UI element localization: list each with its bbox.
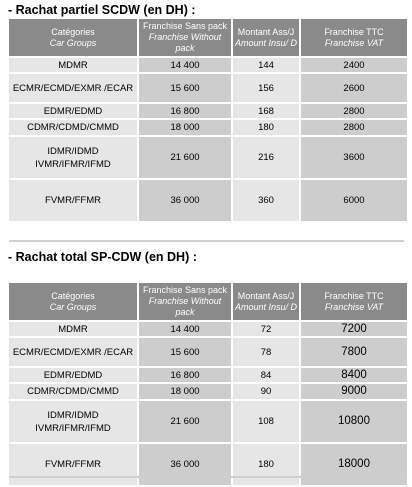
- table-row: [9, 58, 407, 72]
- cell-franchise-ttc: 2800: [301, 120, 407, 135]
- table-bottom-divider: [9, 240, 404, 242]
- cell-franchise-sans-pack: 16 800: [139, 368, 231, 382]
- table-row: [9, 368, 407, 382]
- header-montant: [233, 283, 299, 320]
- cell-franchise-sans-pack: 18 000: [139, 120, 231, 135]
- cell-franchise-sans-pack: 14 400: [139, 58, 231, 72]
- table-row: [9, 338, 407, 366]
- cell-franchise-sans-pack: 36 000: [139, 180, 231, 221]
- header-mont-fr: Montant Ass/J: [237, 26, 295, 37]
- table-header-row: [9, 19, 407, 56]
- cell-montant: 180: [233, 120, 299, 135]
- table-row: [9, 104, 407, 118]
- header-franchise-ttc: [301, 19, 407, 56]
- cell-montant: 144: [233, 58, 299, 72]
- header-fsp-en: Franchise Without pack: [148, 296, 222, 317]
- cell-montant: 90: [233, 384, 299, 399]
- header-ttc-en: Franchise VAT: [324, 301, 384, 312]
- cell-category: MDMR: [9, 322, 137, 336]
- cell-franchise-ttc: 9000: [301, 384, 407, 399]
- cell-franchise-sans-pack: 21 600: [139, 401, 231, 442]
- cell-franchise-ttc: 2400: [301, 58, 407, 72]
- cell-category: EDMR/EDMD: [9, 368, 137, 382]
- section-partial-title: - Rachat partiel SCDW (en DH) :: [8, 3, 196, 17]
- cell-category: FVMR/FFMR: [9, 444, 137, 485]
- header-mont-fr: Montant Ass/J: [237, 290, 295, 301]
- header-mont-en: Amount Insu/ D: [234, 37, 298, 48]
- cell-franchise-ttc: 2600: [301, 74, 407, 102]
- header-categories: [9, 283, 137, 320]
- cell-category: IDMR/IDMD IVMR/IFMR/IFMD: [9, 401, 137, 442]
- cell-category: MDMR: [9, 58, 137, 72]
- header-categories: [9, 19, 137, 56]
- cell-montant: 72: [233, 322, 299, 336]
- table-row: [9, 401, 407, 442]
- header-franchise-ttc: [301, 283, 407, 320]
- cell-montant: 180: [233, 444, 299, 485]
- cell-franchise-sans-pack: 18 000: [139, 384, 231, 399]
- cell-category: CDMR/CDMD/CMMD: [9, 384, 137, 399]
- cell-montant: 78: [233, 338, 299, 366]
- header-franchise-sans-pack: [139, 283, 231, 320]
- header-mont-en: Amount Insu/ D: [234, 301, 298, 312]
- header-fsp-en: Franchise Without pack: [148, 32, 222, 53]
- cell-montant: 168: [233, 104, 299, 118]
- cell-montant: 360: [233, 180, 299, 221]
- header-cat-fr: Catégories: [51, 26, 95, 37]
- header-montant: [233, 19, 299, 56]
- table-row: [9, 120, 407, 135]
- header-cat-fr: Catégories: [51, 290, 95, 301]
- table-row: [9, 180, 407, 221]
- cell-montant: 156: [233, 74, 299, 102]
- header-cat-en: Car Groups: [49, 37, 97, 48]
- cell-franchise-sans-pack: 15 600: [139, 74, 231, 102]
- cell-franchise-ttc: 6000: [301, 180, 407, 221]
- table-row: [9, 137, 407, 178]
- cell-franchise-ttc: 7200: [301, 322, 407, 336]
- cell-franchise-sans-pack: 14 400: [139, 322, 231, 336]
- cell-category: EDMR/EDMD: [9, 104, 137, 118]
- cell-franchise-ttc: 10800: [301, 401, 407, 442]
- table-row: [9, 444, 407, 485]
- cell-category: ECMR/ECMD/EXMR /ECAR: [9, 338, 137, 366]
- cell-franchise-sans-pack: 36 000: [139, 444, 231, 485]
- cell-franchise-sans-pack: 16 800: [139, 104, 231, 118]
- cell-franchise-ttc: 2800: [301, 104, 407, 118]
- header-franchise-sans-pack: [139, 19, 231, 56]
- cell-franchise-sans-pack: 21 600: [139, 137, 231, 178]
- cell-category: CDMR/CDMD/CMMD: [9, 120, 137, 135]
- header-cat-en: Car Groups: [49, 301, 97, 312]
- table-bottom-divider: [9, 476, 404, 478]
- cell-montant: 84: [233, 368, 299, 382]
- cell-montant: 216: [233, 137, 299, 178]
- header-ttc-fr: Franchise TTC: [324, 290, 384, 301]
- cell-franchise-ttc: 3600: [301, 137, 407, 178]
- table-row: [9, 322, 407, 336]
- table-row: [9, 74, 407, 102]
- cell-montant: 108: [233, 401, 299, 442]
- cell-franchise-sans-pack: 15 600: [139, 338, 231, 366]
- cell-franchise-ttc: 18000: [301, 444, 407, 485]
- table-header-row: [9, 283, 407, 320]
- table-row: [9, 384, 407, 399]
- total-sp-cdw-table: [7, 281, 409, 487]
- cell-category: ECMR/ECMD/EXMR /ECAR: [9, 74, 137, 102]
- cell-category: IDMR/IDMD IVMR/IFMR/IFMD: [9, 137, 137, 178]
- header-fsp-fr: Franchise Sans pack: [142, 21, 228, 31]
- partial-scdw-table: [7, 17, 409, 223]
- cell-category: FVMR/FFMR: [9, 180, 137, 221]
- header-ttc-en: Franchise VAT: [324, 37, 384, 48]
- cell-franchise-ttc: 8400: [301, 368, 407, 382]
- header-fsp-fr: Franchise Sans pack: [142, 285, 228, 295]
- header-ttc-fr: Franchise TTC: [324, 26, 384, 37]
- section-total-title: - Rachat total SP-CDW (en DH) :: [8, 250, 197, 264]
- cell-franchise-ttc: 7800: [301, 338, 407, 366]
